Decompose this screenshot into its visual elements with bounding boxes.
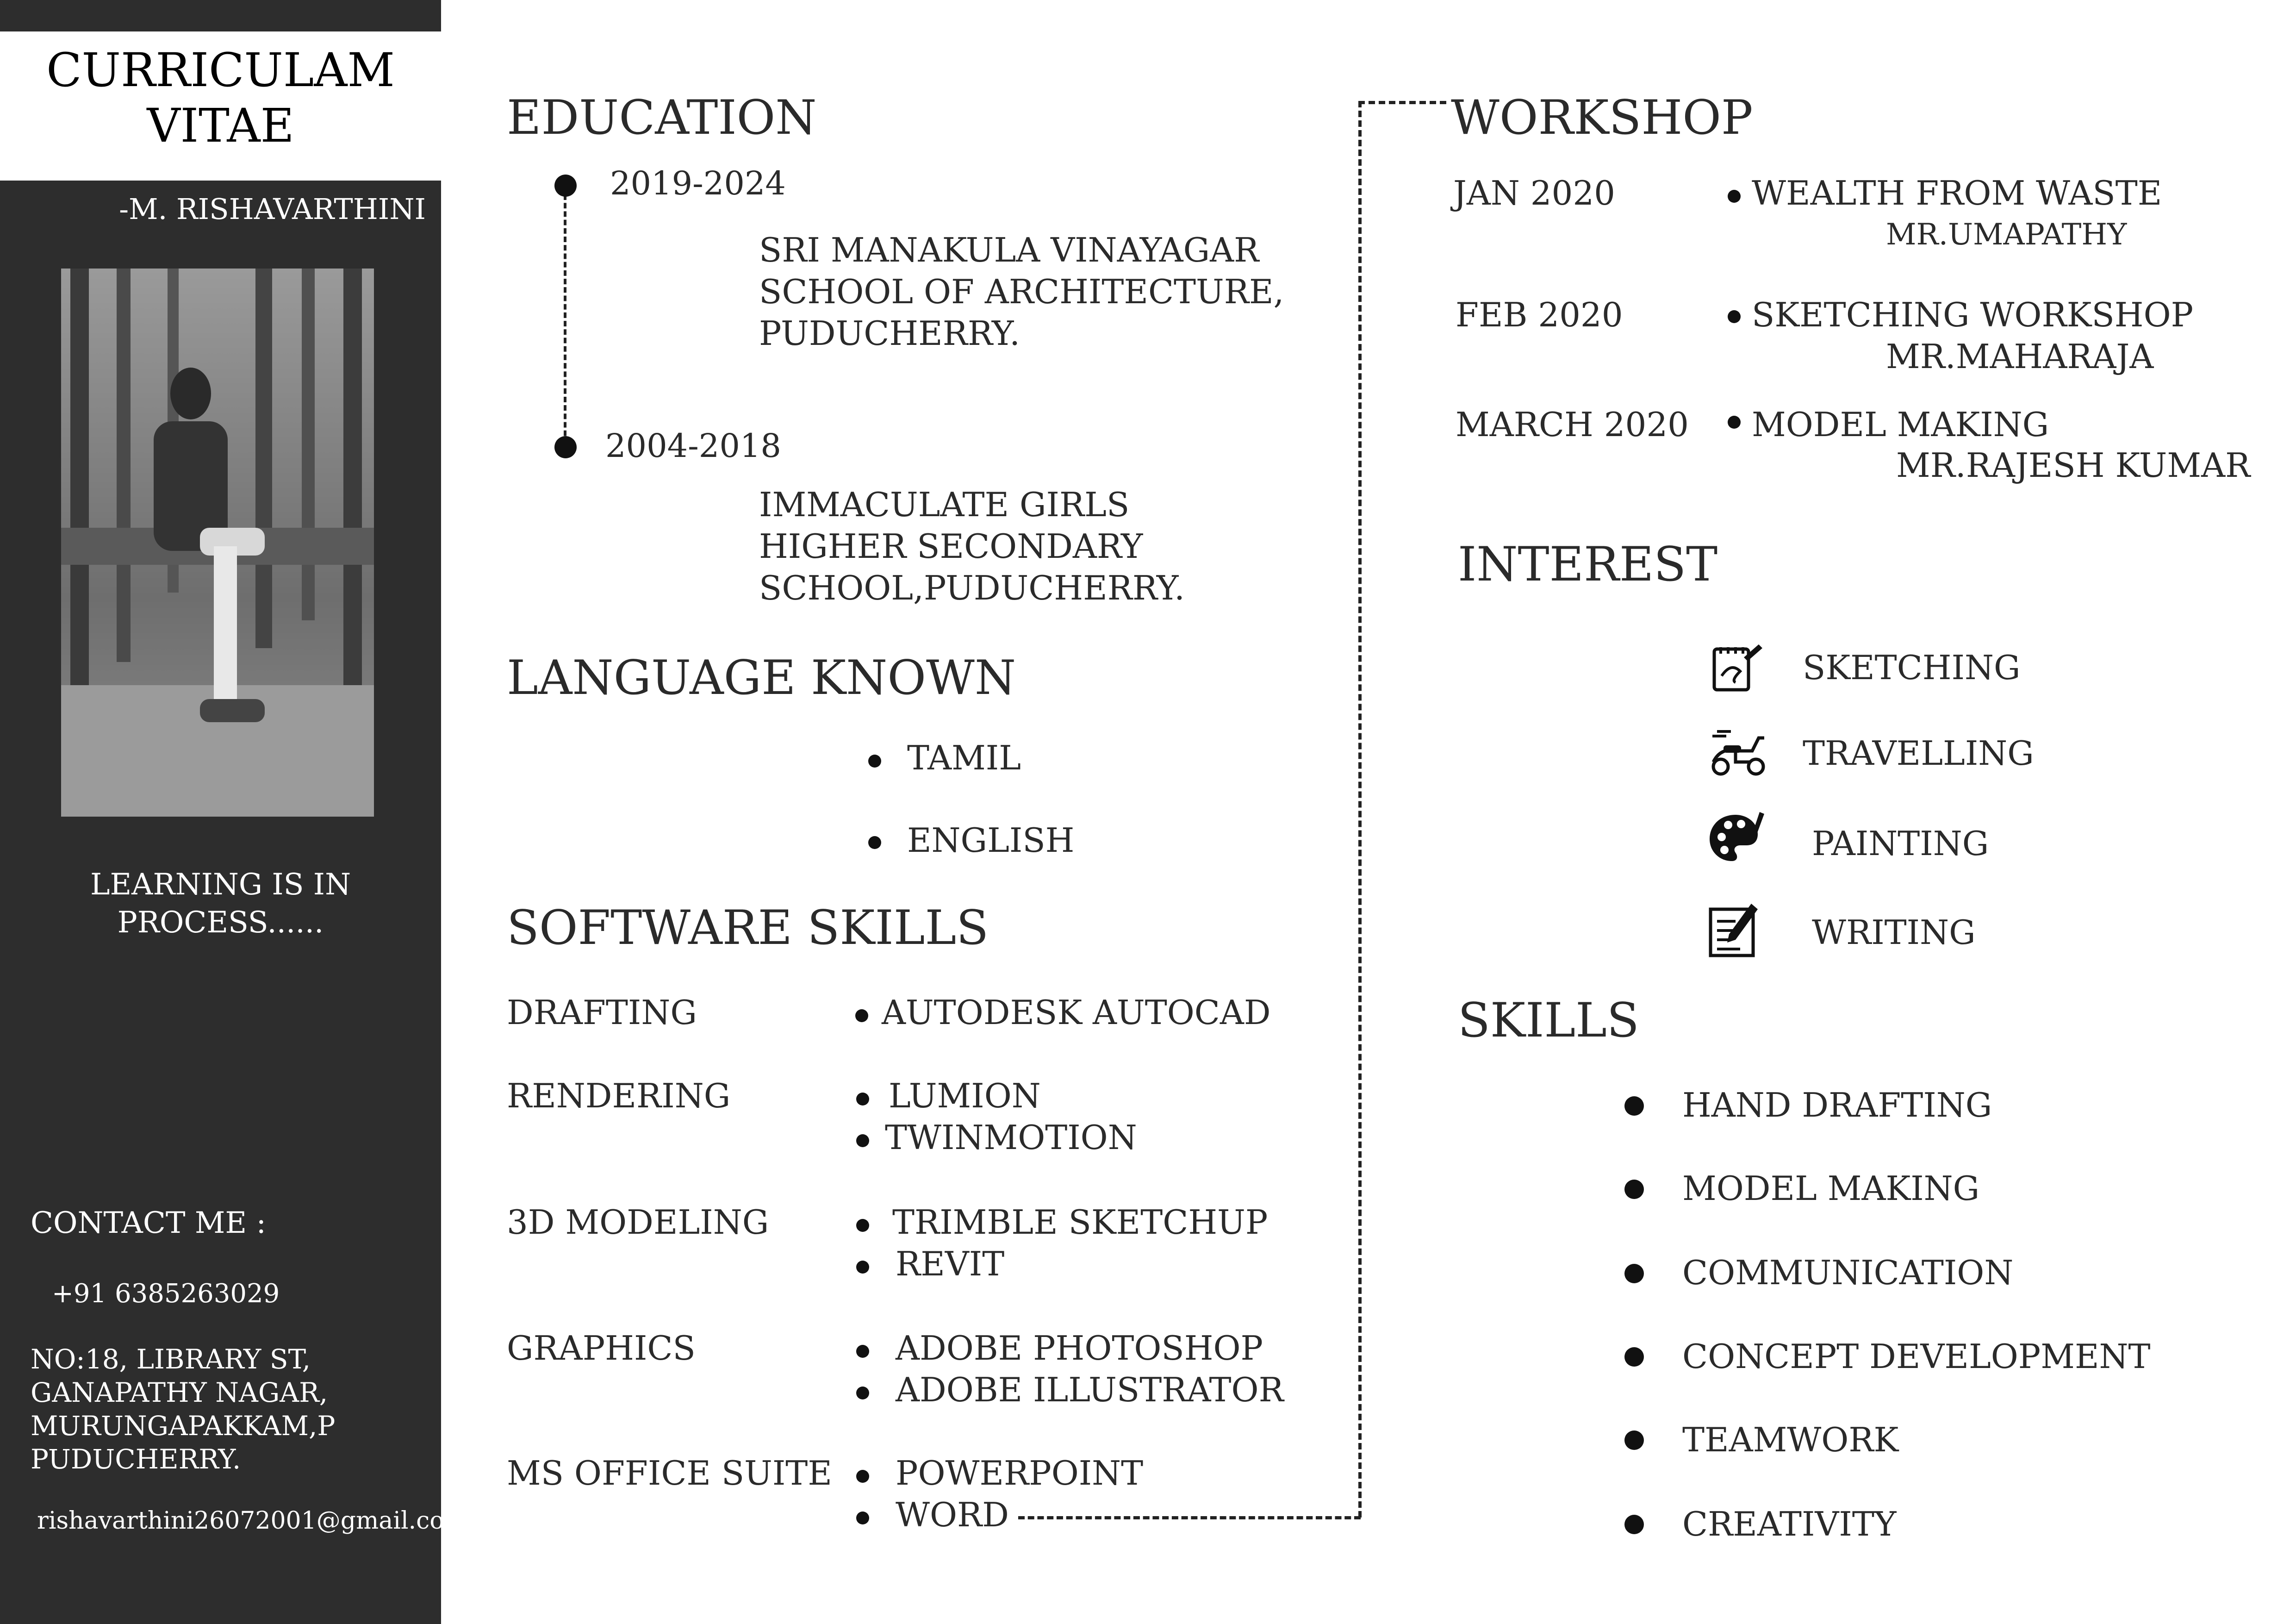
education-school [759,484,1185,609]
software-category: MS OFFICE SUITE [507,1454,832,1493]
workshop-title: SKETCHING WORKSHOP [1752,295,2194,334]
education-school [759,229,1284,354]
bullet-dot [856,1345,869,1358]
bullet-dot [856,1512,869,1524]
dashed-connector-top [1358,101,1446,104]
phone-number: +91 6385263029 [52,1279,280,1309]
bullet-dot [1624,1430,1644,1450]
bullet-dot [868,836,881,849]
interest-heading: INTEREST [1458,537,1718,592]
software-tool: ADOBE ILLUSTRATOR [896,1370,1284,1409]
bullet-dot [856,1387,869,1399]
software-category: 3D MODELING [507,1203,769,1242]
bullet-dot [868,755,881,768]
address [31,1343,335,1476]
candidate-name: -M. RISHAVARTHINI [119,192,426,226]
school-line: IMMACULATE GIRLS [759,485,1130,524]
profile-photo [61,269,374,817]
school-line: SRI MANAKULA VINAYAGAR [759,231,1259,269]
education-years: 2004-2018 [605,427,781,465]
bullet-dot [856,1219,869,1232]
bullet-dot [1728,416,1741,429]
sketchbook-icon [1708,639,1763,694]
address-line: NO:18, LIBRARY ST, [31,1343,311,1375]
skill-item: CONCEPT DEVELOPMENT [1682,1337,2151,1376]
cv-title-line1: CURRICULAM [46,43,395,97]
cv-title [0,43,441,154]
school-line: HIGHER SECONDARY [759,527,1143,566]
education-timeline [564,194,566,444]
software-tool: TRIMBLE SKETCHUP [892,1203,1268,1242]
workshop-instructor: MR.UMAPATHY [1886,218,2127,252]
scooter-icon [1708,727,1768,778]
contact-label: CONTACT ME : [31,1206,266,1240]
email-address: rishavarthini26072001@gmail.com [37,1507,467,1535]
bullet-dot [1624,1264,1644,1283]
cv-title-line2: VITAE [147,99,294,153]
interest-item: TRAVELLING [1803,734,2034,773]
software-tool: AUTODESK AUTOCAD [882,993,1271,1032]
software-tool: POWERPOINT [896,1454,1144,1493]
motto [0,866,441,942]
software-category: DRAFTING [507,993,697,1032]
software-tool: WORD [896,1495,1009,1534]
software-tool: ADOBE PHOTOSHOP [896,1329,1263,1368]
palette-icon [1708,810,1768,866]
software-category: GRAPHICS [507,1329,696,1368]
school-line: PUDUCHERRY. [759,314,1020,353]
skill-item: COMMUNICATION [1682,1253,2014,1292]
writing-icon [1708,903,1759,958]
bullet-dot [856,1261,869,1274]
software-category: RENDERING [507,1076,731,1115]
skills-heading: SKILLS [1458,993,1639,1048]
skill-item: TEAMWORK [1682,1420,1899,1459]
software-tool: REVIT [896,1244,1005,1283]
motto-line2: PROCESS...... [117,906,324,940]
dashed-divider [1358,101,1362,1518]
dashed-connector-bottom [1018,1516,1361,1519]
address-line: GANAPATHY NAGAR, [31,1377,328,1408]
languages-heading: LANGUAGE KNOWN [507,650,1016,706]
workshop-date: FEB 2020 [1456,295,1623,334]
bullet-dot [1728,190,1741,203]
bullet-dot [1728,310,1741,323]
software-tool: LUMION [889,1076,1041,1115]
workshop-title: WEALTH FROM WASTE [1752,174,2162,212]
timeline-dot [554,175,577,197]
bullet-dot [1624,1096,1644,1116]
education-years: 2019-2024 [610,164,786,202]
workshop-heading: WORKSHOP [1451,90,1753,145]
school-line: SCHOOL OF ARCHITECTURE, [759,272,1284,311]
bullet-dot [1624,1347,1644,1367]
language-item: TAMIL [907,738,1021,777]
education-heading: EDUCATION [507,90,817,145]
interest-item: PAINTING [1812,824,1989,863]
workshop-instructor: MR.RAJESH KUMAR [1896,446,2251,485]
workshop-date: MARCH 2020 [1456,405,1689,444]
software-heading: SOFTWARE SKILLS [507,900,989,956]
skill-item: HAND DRAFTING [1682,1086,1992,1124]
language-item: ENGLISH [907,821,1075,860]
workshop-title: MODEL MAKING [1752,405,2049,444]
skill-item: MODEL MAKING [1682,1169,1980,1208]
bullet-dot [856,1470,869,1483]
bullet-dot [856,1134,869,1147]
address-line: MURUNGAPAKKAM,P [31,1410,336,1442]
address-line: PUDUCHERRY. [31,1443,241,1475]
software-tool: TWINMOTION [885,1118,1137,1157]
bullet-dot [1624,1180,1644,1199]
interest-item: WRITING [1812,913,1976,952]
skill-item: CREATIVITY [1682,1505,1897,1543]
timeline-dot [554,436,577,458]
bullet-dot [1624,1515,1644,1534]
workshop-instructor: MR.MAHARAJA [1886,337,2154,376]
motto-line1: LEARNING IS IN [90,868,351,902]
workshop-date: JAN 2020 [1453,174,1615,212]
bullet-dot [856,1093,869,1106]
bullet-dot [855,1009,868,1022]
interest-item: SKETCHING [1803,648,2021,687]
school-line: SCHOOL,PUDUCHERRY. [759,568,1185,607]
